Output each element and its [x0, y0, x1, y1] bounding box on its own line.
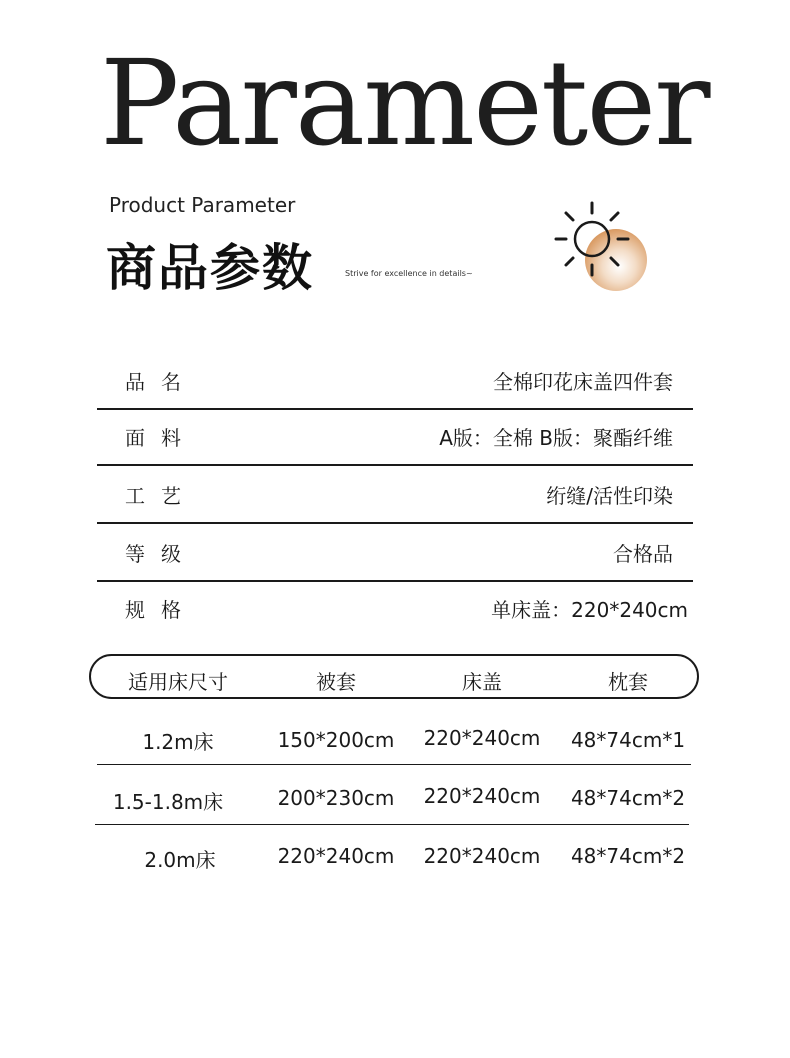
table-cell: 150*200cm: [277, 728, 395, 752]
table-cell: 2.0m床: [144, 848, 216, 872]
table-cell: 1.2m床: [142, 730, 214, 754]
spec-label: 规格: [125, 598, 197, 622]
subtitle-en: Product Parameter: [109, 193, 296, 217]
table-header-cell: 适用床尺寸: [128, 670, 228, 694]
table-cell: 220*240cm: [423, 784, 541, 808]
table-cell: 220*240cm: [423, 844, 541, 868]
table-cell: 200*230cm: [277, 786, 395, 810]
table-cell: 48*74cm*1: [570, 728, 686, 752]
table-row-divider: [97, 764, 691, 765]
spec-label: 品名: [125, 370, 197, 394]
table-header-cell: 枕套: [608, 670, 648, 694]
table-cell: 48*74cm*2: [570, 786, 686, 810]
table-cell: 220*240cm: [423, 726, 541, 750]
table-header-cell: 被套: [316, 670, 356, 694]
table-cell: 220*240cm: [277, 844, 395, 868]
spec-label: 等级: [125, 542, 197, 566]
spec-row-size: [97, 580, 693, 636]
table-header-cell: 床盖: [462, 670, 502, 694]
spec-label: 面料: [125, 426, 197, 450]
spec-row-name: [97, 352, 693, 410]
spec-row-fabric: [97, 408, 693, 466]
spec-value: A版：全棉 B版：聚酯纤维: [439, 426, 673, 450]
tagline: Strive for excellence in details~: [345, 269, 473, 278]
spec-value: 绗缝/活性印染: [546, 484, 673, 508]
table-cell: 1.5-1.8m床: [112, 790, 224, 814]
table-row-divider: [95, 824, 689, 825]
spec-row-craft: [97, 466, 693, 524]
page-title: 商品参数: [106, 239, 314, 297]
spec-value: 合格品: [613, 542, 673, 566]
hero-title: Parameter: [100, 34, 709, 172]
spec-value: 全棉印花床盖四件套: [493, 370, 673, 394]
sun-icon: [550, 198, 650, 298]
spec-label: 工艺: [125, 484, 197, 508]
spec-value: 单床盖：220*240cm: [491, 598, 688, 622]
spec-row-grade: [97, 524, 693, 582]
table-cell: 48*74cm*2: [570, 844, 686, 868]
